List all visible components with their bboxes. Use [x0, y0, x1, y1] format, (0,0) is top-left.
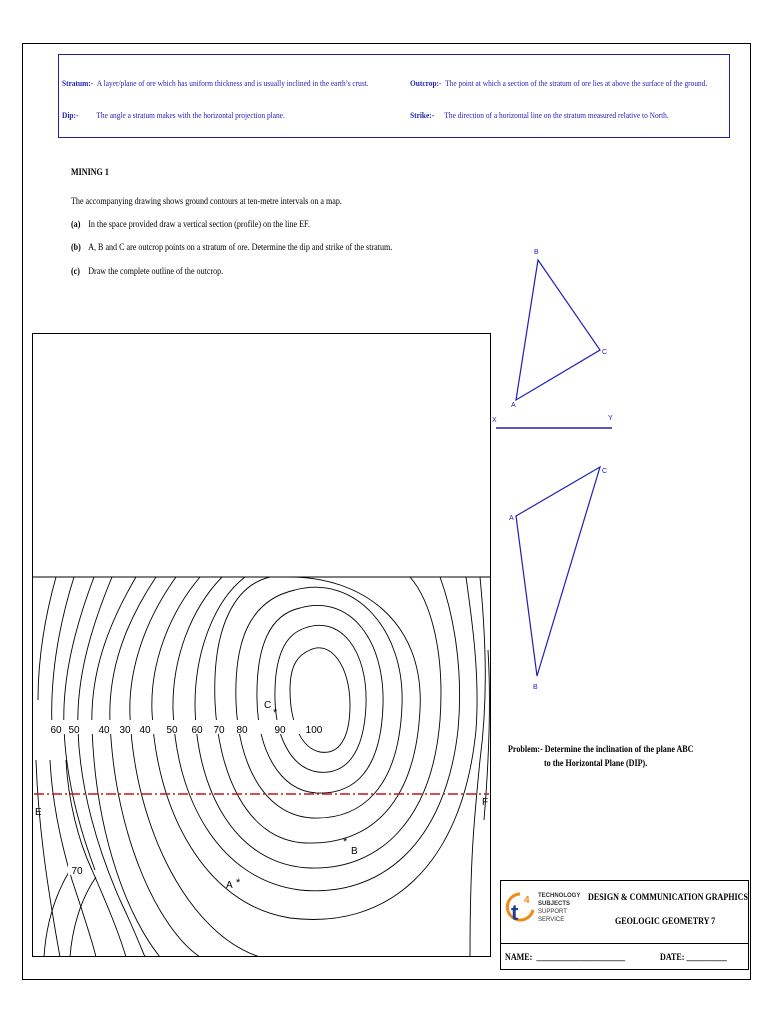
contour-line [236, 587, 402, 818]
exercise-heading: MINING 1 [71, 168, 109, 178]
plan-label-a: A [511, 402, 516, 409]
point-b-marker: * [343, 836, 348, 848]
contour-line [470, 577, 485, 957]
contour-label: 40 [98, 725, 110, 736]
problem-line-1: Problem:- Determine the inclination of the plane ABC [508, 745, 694, 755]
axis-label-y: Y [608, 415, 613, 422]
title-design-communication-graphics: DESIGN & COMMUNICATION GRAPHICS [588, 893, 748, 903]
point-c-marker: * [273, 707, 278, 719]
problem-line-2: to the Horizontal Plane (DIP). [544, 759, 648, 769]
contour-line [215, 577, 421, 843]
plan-label-b: B [534, 249, 539, 256]
contour-line [52, 577, 74, 728]
definition-strike: Strike:- The direction of a horizontal line on the stratum measured relative to North. [410, 110, 669, 120]
date-field[interactable]: DATE: __________ [660, 953, 727, 963]
elevation-label-b: B [533, 684, 538, 691]
logo-text-service: SERVICE [538, 917, 565, 923]
title-geologic-geometry: GEOLOGIC GEOMETRY 7 [615, 917, 716, 927]
contour-line [70, 877, 96, 957]
elevation-triangle-abc [516, 467, 600, 676]
contour-label: 50 [166, 725, 178, 736]
contour-label: 70 [213, 725, 225, 736]
contour-map [34, 577, 489, 957]
contour-label: 60 [191, 725, 203, 736]
point-a-marker: * [236, 877, 241, 889]
t4-logo-icon [504, 888, 536, 936]
contour-line [78, 577, 145, 957]
logo-text-support: SUPPORT [538, 909, 567, 915]
name-field[interactable]: NAME: ______________________ [505, 953, 626, 963]
svg-text:4: 4 [524, 895, 530, 906]
definition-outcrop: Outcrop:- The point at which a section of the stratum of ore lies at above the surface of the ground. [410, 78, 708, 88]
contour-line [130, 577, 260, 957]
elevation-label-c: C [602, 468, 608, 475]
point-e-label: E [35, 807, 42, 818]
elevation-label-a: A [509, 515, 514, 522]
svg-text:t: t [511, 900, 519, 925]
definition-dip: Dip:- The angle a stratum makes with the horizontal projection plane. [62, 110, 285, 120]
point-c-label: C [264, 700, 272, 711]
contour-label: 50 [68, 725, 80, 736]
contour-line [290, 648, 350, 753]
contour-label: 40 [139, 725, 151, 736]
contour-label: 100 [305, 725, 323, 736]
exercise-item-a: (a) In the space provided draw a vertical section (profile) on the line EF. [71, 220, 310, 230]
xy-reference-line [492, 415, 613, 428]
contour-line [275, 625, 366, 772]
contour-labels [44, 720, 334, 877]
contour-label: 80 [236, 725, 248, 736]
exercise-item-c: (c) Draw the complete outline of the outcrop. [71, 267, 224, 277]
point-f-label: F [482, 797, 489, 808]
axis-label-x: X [492, 417, 497, 424]
contour-line [257, 605, 383, 793]
title-block-divider [500, 943, 749, 944]
exercise-item-b: (b) A, B and C are outcrop points on a stratum of ore. Determine the dip and strike of the stratum. [71, 243, 393, 253]
contour-label: 60 [50, 725, 62, 736]
plan-label-c: C [602, 349, 608, 356]
projection-elevation [509, 467, 607, 691]
plan-triangle-abc [516, 260, 600, 400]
projection-plan [511, 249, 607, 409]
contour-label: 70 [71, 866, 83, 877]
logo-text-technology: TECHNOLOGY [538, 893, 581, 899]
point-a-label: A [226, 880, 233, 891]
contour-label: 90 [274, 725, 286, 736]
definition-stratum: Stratum:- A layer/plane of ore which has uniform thickness and is usually inclined in the earth’s crust. [62, 78, 369, 88]
exercise-intro: The accompanying drawing shows ground contours at ten-metre intervals on a map. [71, 197, 342, 207]
contour-line [50, 760, 96, 957]
contour-label: 30 [119, 725, 131, 736]
point-b-label: B [351, 846, 358, 857]
logo-text-subjects: SUBJECTS [538, 901, 571, 907]
